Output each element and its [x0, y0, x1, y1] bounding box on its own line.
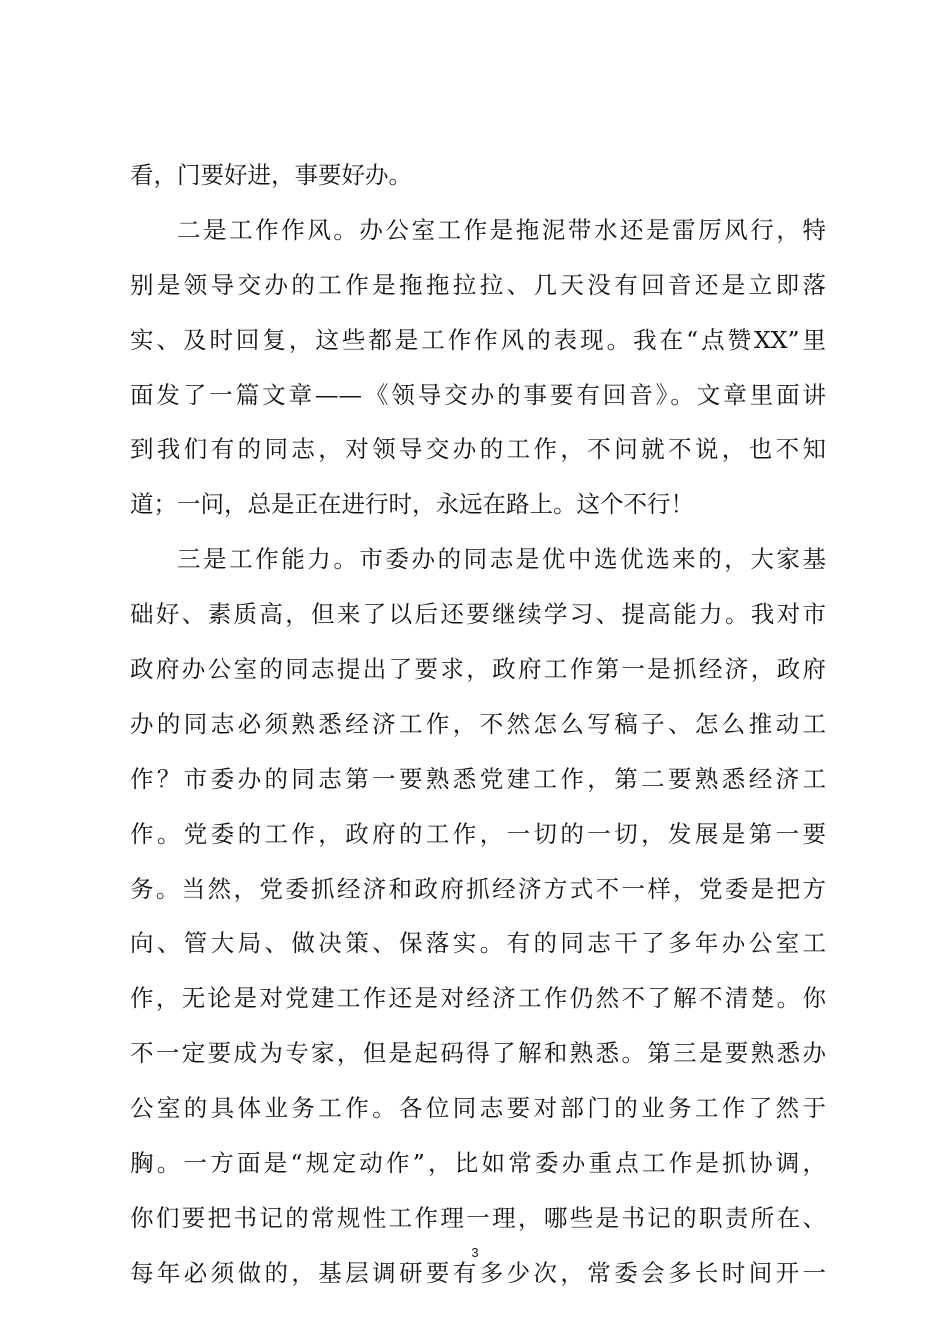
- text-line: 面发了一篇文章——《领导交办的事要有回音》。文章里面讲: [130, 380, 826, 409]
- text-line: 作。党委的工作，政府的工作，一切的一切，发展是第一要: [130, 819, 826, 848]
- text-line: 务。当然，党委抓经济和政府抓经济方式不一样，党委是把方: [130, 874, 826, 903]
- text-line: 道；一问，总是正在进行时，永远在路上。这个不行！: [130, 490, 694, 519]
- text-line: 到我们有的同志，对领导交办的工作，不问就不说，也不知: [130, 435, 826, 464]
- text-line: 向、管大局、做决策、保落实。有的同志干了多年办公室工: [130, 929, 826, 958]
- text-line: 别是领导交办的工作是拖拖拉拉、几天没有回音还是立即落: [130, 270, 826, 299]
- text-line: 三是工作能力。市委办的同志是优中选优选来的，大家基: [177, 545, 826, 574]
- text-line: 每年必须做的，基层调研要有多少次，常委会多长时间开一: [130, 1258, 826, 1287]
- text-line: 看，门要好进，事要好办。: [130, 161, 412, 189]
- text-line: 政府办公室的同志提出了要求，政府工作第一是抓经济，政府: [130, 655, 826, 684]
- text-line: 作，无论是对党建工作还是对经济工作仍然不了解不清楚。你: [130, 984, 826, 1013]
- text-line: 不一定要成为专家，但是起码得了解和熟悉。第三是要熟悉办: [130, 1039, 826, 1068]
- text-line: 胸。一方面是“规定动作”，比如常委办重点工作是抓协调，: [130, 1149, 826, 1178]
- text-line: 实、及时回复，这些都是工作作风的表现。我在“点赞XX”里: [130, 325, 826, 354]
- text-line: 二是工作作风。办公室工作是拖泥带水还是雷厉风行，特: [177, 215, 826, 244]
- body-text: [130, 148, 826, 1301]
- text-line: 作？市委办的同志第一要熟悉党建工作，第二要熟悉经济工: [130, 764, 826, 793]
- text-line: 公室的具体业务工作。各位同志要对部门的业务工作了然于: [130, 1094, 826, 1123]
- text-line: 办的同志必须熟悉经济工作，不然怎么写稿子、怎么推动工: [130, 709, 826, 738]
- page-number: 3: [471, 1245, 479, 1260]
- text-line: 础好、素质高，但来了以后还要继续学习、提高能力。我对市: [130, 600, 826, 629]
- text-line: 你们要把书记的常规性工作理一理，哪些是书记的职责所在、: [130, 1203, 826, 1232]
